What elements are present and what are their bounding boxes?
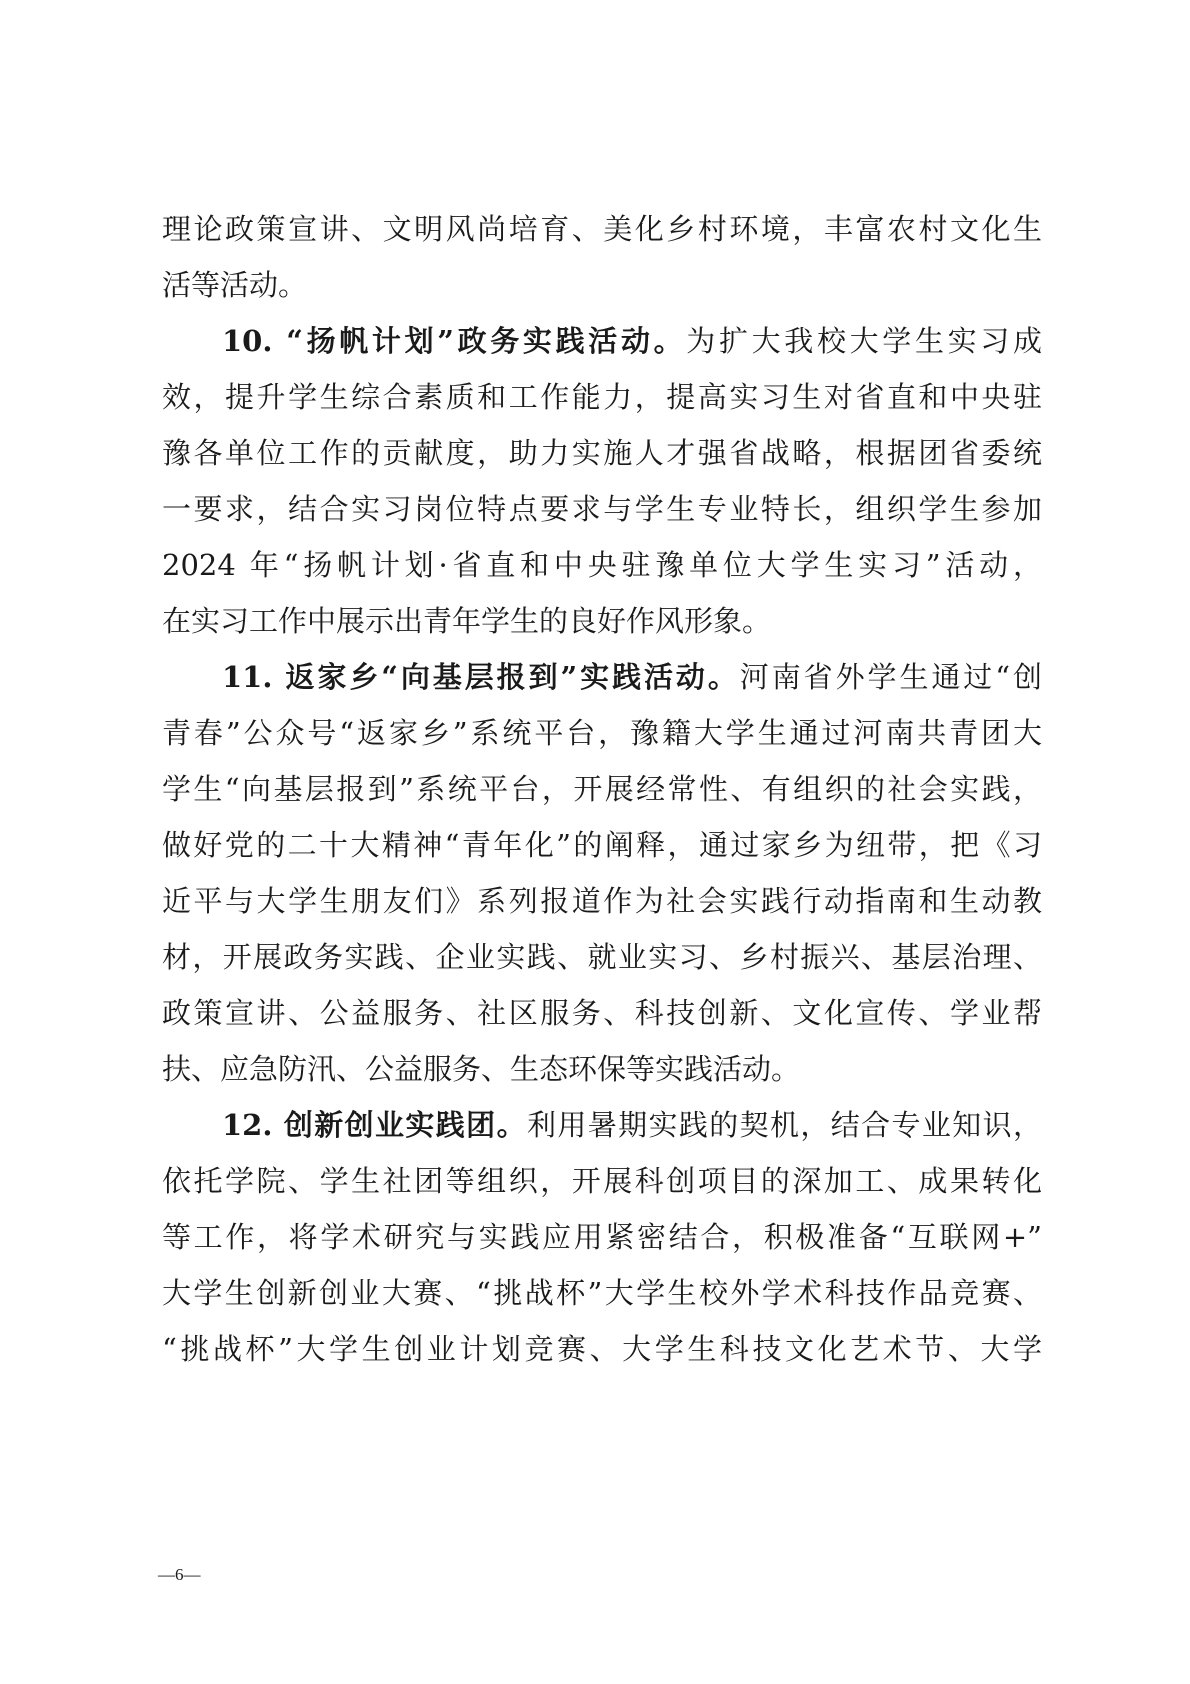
paragraph-10-heading: 10. “扬帆计划”政务实践活动。 [222,324,687,358]
text-line: 在实习工作中展示出青年学生的良好作风形象。 [162,604,772,638]
text-line: 活等活动。 [162,268,308,302]
text-line: 政策宣讲、公益服务、社区服务、科技创新、文化宣传、学业帮 [162,996,1042,1030]
paragraph-10-first-text: 为扩大我校大学生实习成 [686,324,1042,358]
text-line: 材，开展政务实践、企业实践、就业实习、乡村振兴、基层治理、 [162,940,1042,974]
text-line: 近平与大学生朋友们》系列报道作为社会实践行动指南和生动教 [162,884,1042,918]
text-line: 扶、应急防汛、公益服务、生态环保等实践活动。 [162,1052,801,1086]
text-line: 青春”公众号“返家乡”系统平台，豫籍大学生通过河南共青团大 [162,716,1042,750]
paragraph-11-heading: 11. 返家乡“向基层报到”实践活动。 [222,660,740,694]
text-line: 豫各单位工作的贡献度，助力实施人才强省战略，根据团省委统 [162,436,1042,470]
text-line: 等工作，将学术研究与实践应用紧密结合，积极准备“互联网+” [162,1220,1042,1254]
paragraph-12-heading: 12. 创新创业实践团。 [222,1108,527,1142]
paragraph-12-first-line [222,1094,1042,1156]
paragraph-11-first-line [222,646,1042,708]
page-number: —6— [158,1565,201,1584]
text-line: 效，提升学生综合素质和工作能力，提高实习生对省直和中央驻 [162,380,1042,414]
text-line: 一要求，结合实习岗位特点要求与学生专业特长，组织学生参加 [162,492,1042,526]
paragraph-11-first-text: 河南省外学生通过“创 [739,660,1042,694]
text-line: 学生“向基层报到”系统平台，开展经常性、有组织的社会实践， [162,772,1042,806]
text-line: 做好党的二十大精神“青年化”的阐释，通过家乡为纽带，把《习 [162,828,1042,862]
text-line: 依托学院、学生社团等组织，开展科创项目的深加工、成果转化 [162,1164,1042,1198]
text-line: 理论政策宣讲、文明风尚培育、美化乡村环境，丰富农村文化生 [162,212,1042,246]
text-line: 2024 年“扬帆计划·省直和中央驻豫单位大学生实习”活动， [162,548,1042,582]
paragraph-10-first-line [222,310,1042,372]
paragraph-12-first-text: 利用暑期实践的契机，结合专业知识， [526,1108,1042,1142]
text-line: “挑战杯”大学生创业计划竞赛、大学生科技文化艺术节、大学 [162,1332,1042,1366]
text-line: 大学生创新创业大赛、“挑战杯”大学生校外学术科技作品竞赛、 [162,1276,1042,1310]
